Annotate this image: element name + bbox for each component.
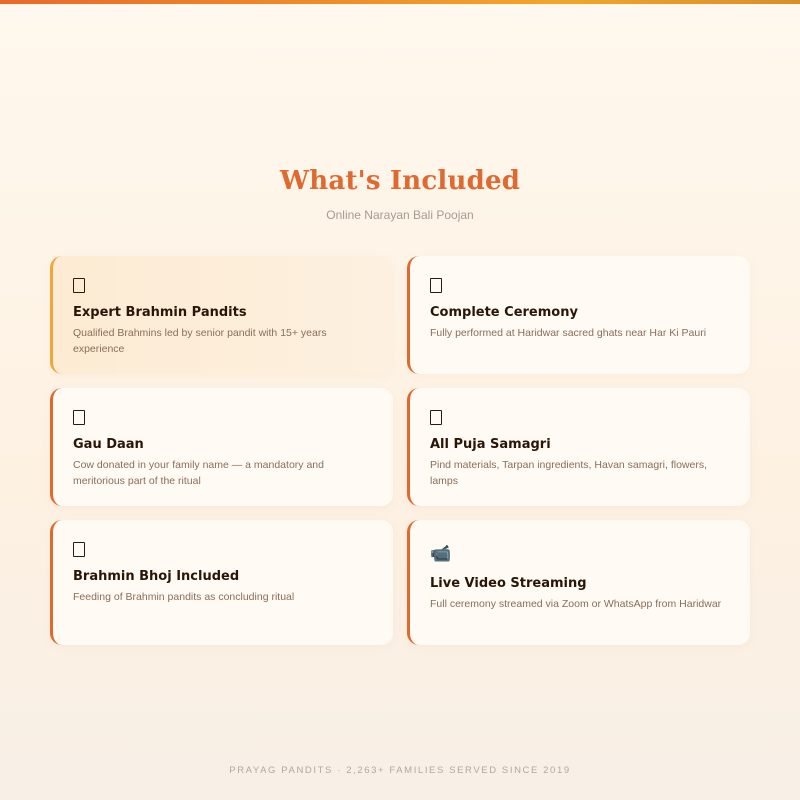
feature-description: Qualified Brahmins led by senior pandit with 15+ years experience	[73, 327, 327, 355]
feature-card-live-streaming[interactable]	[407, 520, 750, 645]
section-subtitle: Online Narayan Bali Poojan	[326, 208, 474, 222]
feature-description: Cow donated in your family name — a mandatory and meritorious part of the ritual	[73, 459, 324, 487]
top-accent-bar	[0, 0, 800, 4]
section-title: What's Included	[279, 166, 521, 196]
feature-description: Feeding of Brahmin pandits as concluding ritual	[73, 591, 295, 603]
feature-title: Brahmin Bhoj Included	[73, 569, 240, 584]
box-icon	[73, 410, 85, 425]
feature-title: Expert Brahmin Pandits	[73, 305, 247, 320]
box-icon	[430, 278, 442, 293]
feature-title: Gau Daan	[73, 437, 144, 452]
video-camera-icon: 📹	[430, 544, 452, 564]
feature-card-gau-daan[interactable]	[50, 388, 393, 506]
feature-card-expert-pandits[interactable]	[50, 256, 393, 374]
footer-tagline: PRAYAG PANDITS · 2,263+ FAMILIES SERVED SINCE 2019	[229, 765, 571, 776]
box-icon	[73, 278, 85, 293]
feature-title: All Puja Samagri	[430, 437, 551, 452]
feature-card-complete-ceremony[interactable]	[407, 256, 750, 374]
feature-description: Full ceremony streamed via Zoom or WhatsApp from Haridwar	[430, 598, 722, 610]
feature-description: Pind materials, Tarpan ingredients, Havan samagri, flowers, lamps	[430, 459, 708, 487]
feature-card-puja-samagri[interactable]	[407, 388, 750, 506]
feature-card-brahmin-bhoj[interactable]	[50, 520, 393, 645]
box-icon	[73, 542, 85, 557]
box-icon	[430, 410, 442, 425]
feature-title: Live Video Streaming	[430, 576, 587, 591]
feature-description: Fully performed at Haridwar sacred ghats near Har Ki Pauri	[430, 327, 707, 339]
feature-title: Complete Ceremony	[430, 305, 578, 320]
features-grid	[50, 256, 750, 645]
